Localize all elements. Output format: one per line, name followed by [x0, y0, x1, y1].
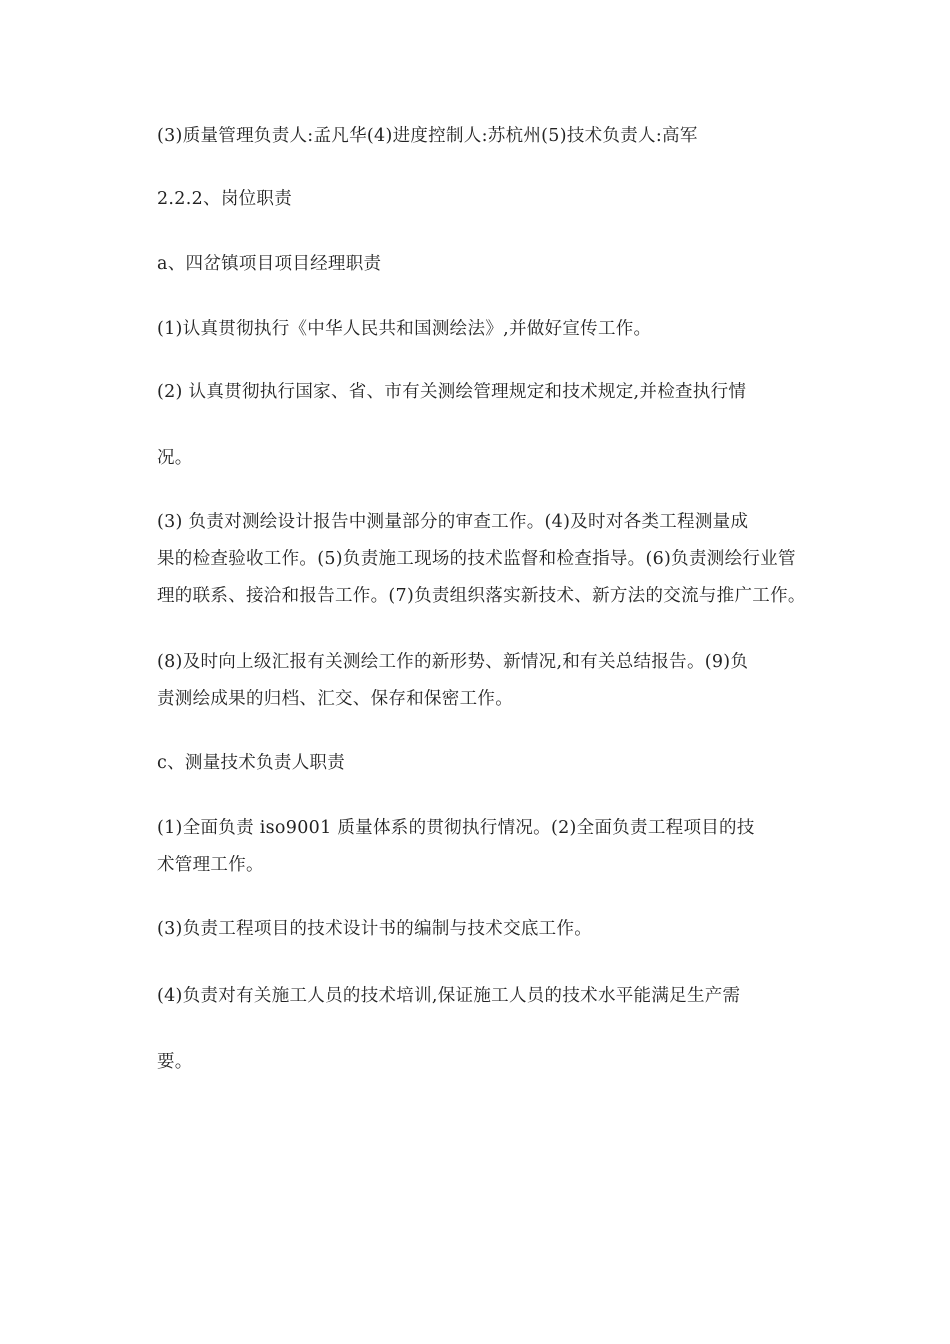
duty-item-1: (1)认真贯彻执行《中华人民共和国测绘法》,并做好宣传工作。	[157, 319, 652, 339]
tech-duty-items-1-2-line-2: 术管理工作。	[157, 855, 264, 875]
duty-items-4-6-line-2: 果的检查验收工作。(5)负责施工现场的技术监督和检查指导。(6)负责测绘行业管	[157, 549, 796, 569]
subheading-project-manager: a、四岔镇项目项目经理职责	[157, 254, 382, 274]
duty-items-6-7-line-3: 理的联系、接洽和报告工作。(7)负责组织落实新技术、新方法的交流与推广工作。	[157, 586, 806, 606]
duty-items-8-9-line-2: 责测绘成果的归档、汇交、保存和保密工作。	[157, 689, 513, 709]
tech-duty-item-3: (3)负责工程项目的技术设计书的编制与技术交底工作。	[157, 919, 593, 939]
duty-item-2-line-2: 况。	[157, 448, 193, 468]
tech-duty-items-1-2-line-1: (1)全面负责 iso9001 质量体系的贯彻执行情况。(2)全面负责工程项目的技	[157, 818, 755, 838]
duty-item-2-line-1: (2) 认真贯彻执行国家、省、市有关测绘管理规定和技术规定,并检查执行情	[157, 382, 747, 402]
staff-roles-line: (3)质量管理负责人:孟凡华(4)进度控制人:苏杭州(5)技术负责人:高军	[157, 126, 698, 146]
tech-duty-item-4-line-1: (4)负责对有关施工人员的技术培训,保证施工人员的技术水平能满足生产需	[157, 986, 741, 1006]
subheading-technical-lead: c、测量技术负责人职责	[157, 753, 346, 773]
section-heading-duties: 2.2.2、岗位职责	[157, 189, 293, 209]
tech-duty-item-4-line-2: 要。	[157, 1052, 193, 1072]
duty-items-3-4-line-1: (3) 负责对测绘设计报告中测量部分的审查工作。(4)及时对各类工程测量成	[157, 512, 749, 532]
duty-items-8-9-line-1: (8)及时向上级汇报有关测绘工作的新形势、新情况,和有关总结报告。(9)负	[157, 652, 749, 672]
